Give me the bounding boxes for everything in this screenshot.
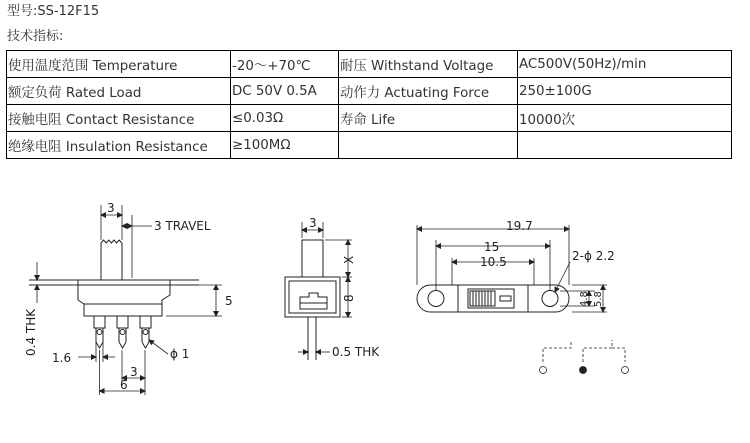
dim-label: 6	[120, 378, 128, 392]
dim-label: 5	[225, 294, 233, 308]
model-number: 型号:SS-12F15	[7, 4, 100, 19]
table-cell: 10000次	[518, 105, 732, 132]
side-view	[285, 240, 340, 360]
specs-heading: 技术指标:	[7, 29, 64, 44]
side-view-dims	[298, 222, 352, 352]
terminal-open-icon	[622, 367, 629, 374]
dim-label: 2-ϕ 2.2	[572, 249, 615, 263]
table-cell: 动作力 Actuating Force	[339, 78, 518, 105]
terminal-common-icon	[580, 367, 587, 374]
terminal-open-icon	[540, 367, 547, 374]
table-cell: 接触电阻 Contact Resistance	[7, 105, 231, 132]
dim-label: 4.8	[579, 291, 590, 307]
table-cell: 绝缘电阻 Insulation Resistance	[7, 132, 231, 159]
dim-label: 15	[484, 240, 500, 254]
front-view	[29, 240, 199, 348]
dim-label: 3	[309, 216, 317, 230]
top-view-labels	[480, 219, 615, 307]
dim-label: 3	[107, 201, 115, 215]
table-cell: -20～+70℃	[231, 51, 339, 78]
table-cell: 寿命 Life	[339, 105, 518, 132]
dim-label: 3	[130, 365, 138, 379]
table-cell: ≤0.03Ω	[231, 105, 339, 132]
side-view-labels	[309, 216, 380, 359]
top-view	[417, 285, 569, 312]
switch-circuit-symbol	[540, 340, 629, 374]
table-cell: 额定负荷 Rated Load	[7, 78, 231, 105]
table-cell: 耐压 Withstand Voltage	[339, 51, 518, 78]
front-view-labels	[24, 201, 233, 392]
dim-label: 0.5 THK	[332, 345, 380, 359]
dim-label: 1.6	[52, 351, 72, 365]
dim-label: 19.7	[506, 219, 533, 233]
table-cell: 使用温度范围 Temperature	[7, 51, 231, 78]
dim-label: 3 TRAVEL	[154, 219, 211, 233]
dim-label: 5.8	[593, 291, 604, 307]
table-cell: DC 50V 0.5A	[231, 78, 339, 105]
table-cell: 250±100G	[518, 78, 732, 105]
table-cell: ≥100MΩ	[231, 132, 339, 159]
dim-label: 0.4 THK	[24, 308, 38, 356]
dim-label: 8	[342, 294, 356, 302]
dim-label: 10.5	[480, 255, 507, 269]
dim-label: ϕ 1	[170, 347, 190, 361]
table-cell: AC500V(50Hz)/min	[518, 51, 732, 78]
dim-label: X	[342, 255, 356, 264]
